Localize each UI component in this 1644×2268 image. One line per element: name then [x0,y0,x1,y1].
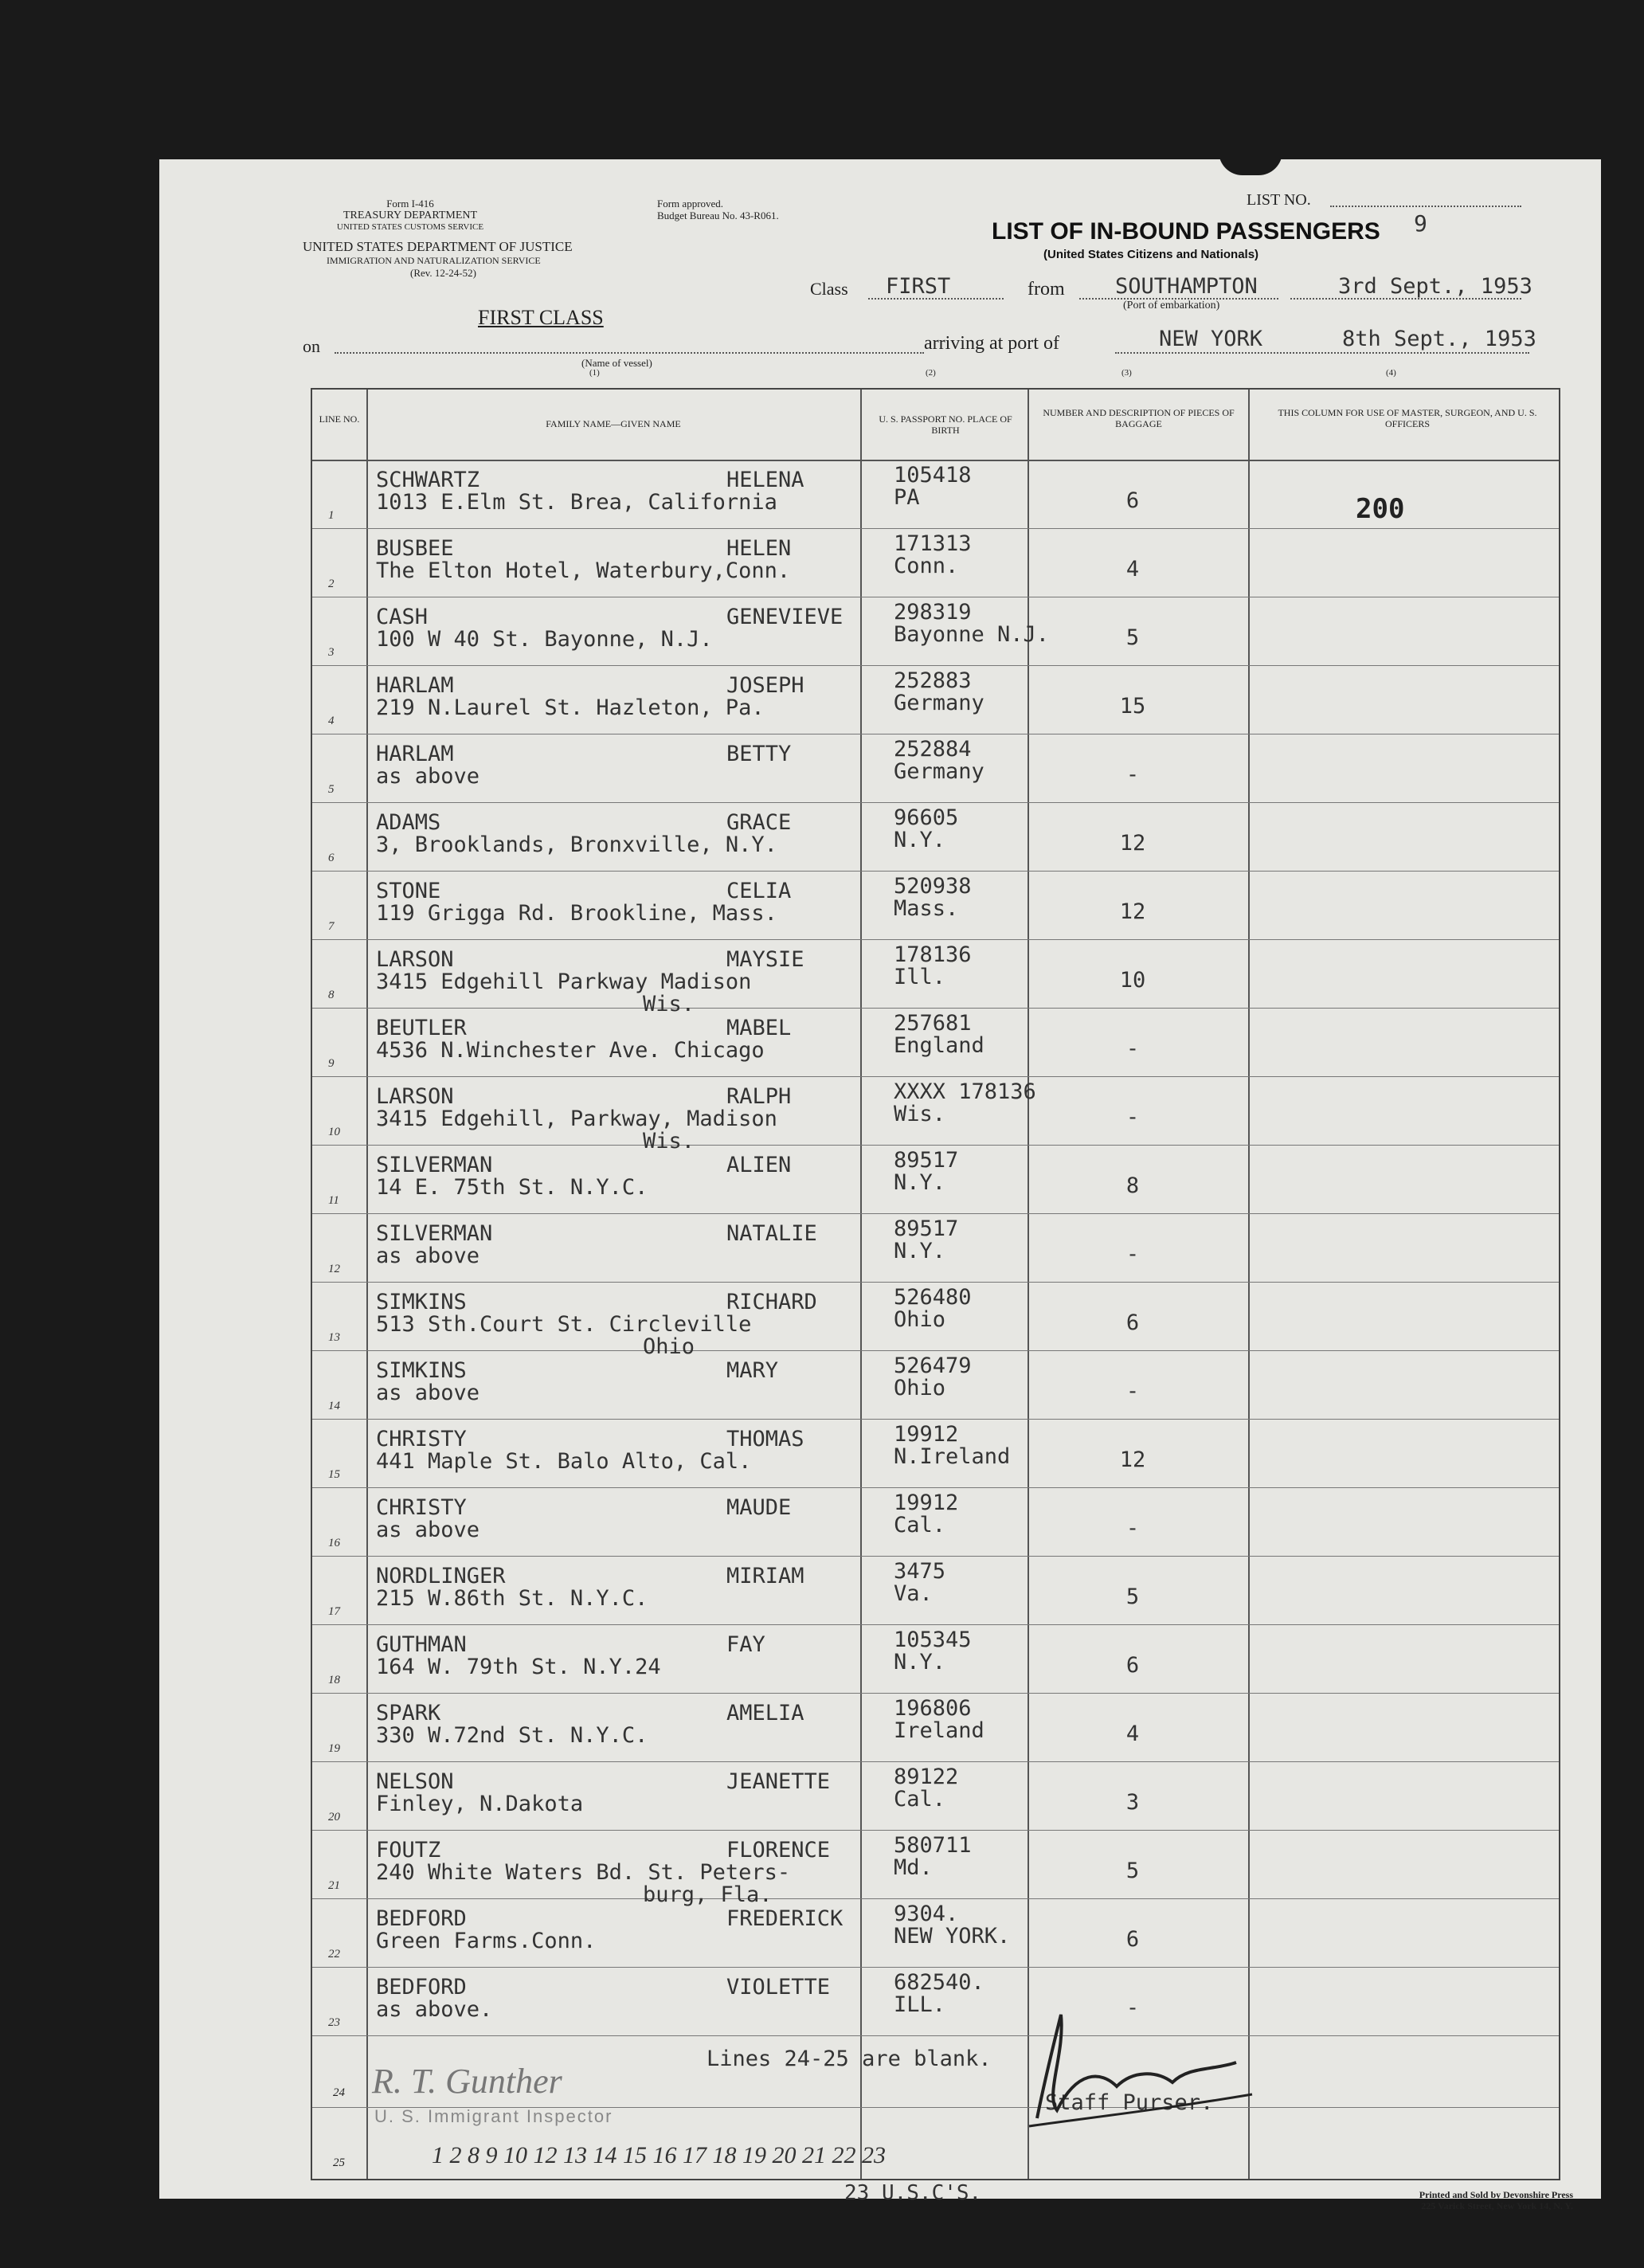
baggage-count: 10 [1119,968,1146,993]
table-row [312,1487,1559,1557]
given-name: MARY [726,1358,779,1383]
family-name: LARSON [376,947,454,972]
family-name: BEDFORD [376,1975,467,2000]
baggage-count: 15 [1119,694,1146,719]
passport-number: 171313 [894,531,972,556]
table-row [312,1556,1559,1625]
passport-number: 3475 [894,1559,946,1584]
address: 3415 Edgehill Parkway Madison [376,969,752,994]
line-number: 17 [328,1605,340,1618]
given-name: MAYSIE [726,947,804,972]
table-row [312,597,1559,666]
address-continuation: Wis. [643,1129,695,1154]
passport-number: XXXX 178136 [894,1079,1036,1104]
passport-number: 520938 [894,874,972,899]
justice-block [303,239,661,279]
place-of-birth: NEW YORK. [894,1924,1011,1949]
address: 240 White Waters Bd. St. Peters- [376,1860,791,1885]
line-number: 6 [328,852,335,864]
baggage-count: 6 [1125,1653,1140,1678]
form-revision: (Rev. 12-24-52) [410,267,476,279]
address-continuation: burg, Fla. [643,1882,773,1907]
line-number: 5 [328,783,335,796]
line-number: 1 [328,509,335,522]
table-row [312,1693,1559,1762]
family-name: LARSON [376,1084,454,1109]
passport-cell [894,464,972,509]
passport-number: 196806 [894,1696,972,1721]
address-continuation: Wis. [643,992,695,1016]
baggage-count: 3 [1125,1790,1140,1815]
table-row [312,871,1559,940]
form-header-block [303,198,518,233]
passport-cell [894,875,972,920]
place-of-birth: N.Y. [894,1650,946,1675]
vessel-label: (Name of vessel) [581,357,652,369]
line-number: 8 [328,989,335,1001]
list-no-label: LIST NO. [1247,191,1311,209]
passport-cell [894,1218,958,1263]
document-subtitle: (United States Citizens and Nationals) [1043,248,1259,261]
place-of-birth: Ohio [894,1376,946,1400]
address: 215 W.86th St. N.Y.C. [376,1586,648,1611]
line-number: 20 [328,1811,340,1823]
family-name: STONE [376,879,441,903]
family-name: NORDLINGER [376,1564,506,1588]
table-row [312,665,1559,734]
table-row [312,1145,1559,1214]
address: The Elton Hotel, Waterbury,Conn. [376,558,791,583]
passport-cell [894,1766,958,1811]
given-name: FREDERICK [726,1906,844,1931]
line-number: 7 [328,920,335,933]
table-row [312,1419,1559,1488]
line-number: 23 [328,2016,340,2029]
baggage-count: 4 [1125,1722,1140,1746]
line-number: 21 [328,1879,340,1892]
uscs-count: 23 U.S.C'S. [844,2181,982,2205]
passport-cell [894,944,972,989]
passport-number: 257681 [894,1011,972,1036]
address: 513 Sth.Court St. Circleville [376,1312,752,1337]
baggage-count: - [1125,1242,1140,1267]
baggage-count: 6 [1125,1927,1140,1952]
passport-number: 89517 [894,1216,959,1241]
printer-line-1: Printed and Sold by Devonshire Press [1419,2189,1573,2200]
passport-cell [894,670,984,715]
dept-justice-sub: IMMIGRATION AND NATURALIZATION SERVICE [327,255,541,266]
tally-handwriting: 1 2 8 9 10 12 13 14 15 16 17 18 19 20 21 22 23 [432,2142,886,2168]
line-number: 10 [328,1126,340,1138]
place-of-birth: Ohio [894,1307,946,1332]
table-row [312,1967,1559,2036]
header-passport: U. S. PASSPORT NO. PLACE OF BIRTH [879,413,1012,436]
from-label: from [1028,279,1065,300]
given-name: BETTY [726,742,792,766]
baggage-count: 12 [1119,831,1146,856]
given-name: AMELIA [726,1701,804,1725]
passport-number: 252883 [894,668,972,693]
family-name: SIMKINS [376,1290,467,1314]
table-row [312,1350,1559,1420]
class-label: Class [810,279,848,299]
line-number: 11 [328,1194,339,1207]
header-line-no: LINE NO. [319,413,360,425]
form-approved: Form approved. [657,198,724,210]
place-of-birth: ILL. [894,1992,946,2017]
line-number: 19 [328,1742,340,1755]
place-of-birth: N.Y. [894,1170,946,1195]
table-row [312,1898,1559,1968]
line-number: 3 [328,646,335,659]
address: as above [376,1244,480,1268]
place-of-birth: England [894,1033,984,1058]
given-name: HELENA [726,468,804,492]
family-name: CHRISTY [376,1427,467,1451]
table-row [312,1830,1559,1907]
passport-number: 682540. [894,1970,984,1995]
arrival-line [1115,352,1529,354]
given-name: MIRIAM [726,1564,804,1588]
document-title: LIST OF IN-BOUND PASSENGERS [992,218,1380,245]
dept-treasury: TREASURY DEPARTMENT [342,210,478,221]
budget-bureau: Budget Bureau No. 43-R061. [657,210,779,221]
place-of-birth: Bayonne N.J. [894,622,1050,647]
address: 119 Grigga Rd. Brookline, Mass. [376,901,777,926]
baggage-count: 12 [1119,1447,1146,1472]
paper-tear [1219,151,1282,175]
printer-line-2: 225 Varick Street, New York 14, N. Y. [1421,2200,1573,2211]
list-no-line [1330,206,1521,207]
passport-cell [894,1081,1036,1126]
line-number: 2 [328,578,335,590]
passport-cell [894,738,984,783]
address: 3, Brooklands, Bronxville, N.Y. [376,832,777,857]
given-name: JEANETTE [726,1769,831,1794]
depart-date: 3rd Sept., 1953 [1338,274,1532,299]
class-value: FIRST [886,274,951,299]
table-row [312,1213,1559,1283]
inspector-stamp: U. S. Immigrant Inspector [374,2106,613,2126]
address: 3415 Edgehill, Parkway, Madison [376,1107,777,1131]
baggage-count: 6 [1125,1310,1140,1335]
baggage-count: - [1125,1105,1140,1130]
table-row [312,939,1559,1016]
col-num-2: (2) [926,368,936,378]
table-row [312,528,1559,597]
col-num-4: (4) [1386,368,1396,378]
passport-cell [894,1355,972,1400]
given-name: FLORENCE [726,1838,831,1863]
place-of-birth: Ill. [894,965,946,989]
line-number: 22 [328,1948,340,1961]
embark-port: SOUTHAMPTON [1115,274,1258,299]
address: 330 W.72nd St. N.Y.C. [376,1723,648,1748]
given-name: ALIEN [726,1153,792,1177]
passport-cell [894,1492,958,1537]
baggage-count: 5 [1125,1584,1140,1609]
passport-number: 252884 [894,737,972,762]
address: as above [376,1381,480,1405]
line-number: 12 [328,1263,340,1275]
table-row [312,1008,1559,1077]
address-continuation: Ohio [643,1334,695,1359]
passport-cell [894,601,1049,646]
address: as above [376,764,480,789]
table-row [312,734,1559,803]
passport-cell [894,1835,972,1879]
family-name: CHRISTY [376,1495,467,1520]
place-of-birth: N.Y. [894,1239,946,1263]
family-name: CASH [376,605,429,629]
address: 1013 E.Elm St. Brea, California [376,490,777,515]
table-row [312,1624,1559,1694]
line-number: 15 [328,1468,340,1481]
address: 100 W 40 St. Bayonne, N.J. [376,627,713,652]
baggage-count: 12 [1119,899,1146,924]
place-of-birth: Conn. [894,554,959,578]
place-of-birth: PA [894,485,920,510]
given-name: GRACE [726,810,792,835]
place-of-birth: Germany [894,691,984,715]
given-name: THOMAS [726,1427,804,1451]
passport-number: 19912 [894,1422,959,1447]
baggage-count: 5 [1125,1859,1140,1883]
passport-number: 89122 [894,1765,959,1789]
passport-number: 89517 [894,1148,959,1173]
officer-mark: 200 [1356,493,1405,525]
place-of-birth: Cal. [894,1513,946,1537]
passport-number: 105345 [894,1628,972,1652]
baggage-count: 8 [1125,1173,1140,1198]
place-of-birth: N.Y. [894,828,946,852]
approval-block [657,198,779,221]
baggage-count: 6 [1125,488,1140,513]
passport-cell [894,1972,984,2016]
address: as above [376,1518,480,1542]
passport-number: 105418 [894,463,972,488]
dept-justice: UNITED STATES DEPARTMENT OF JUSTICE [303,239,573,254]
baggage-count: - [1125,1036,1140,1061]
address: 441 Maple St. Balo Alto, Cal. [376,1449,752,1474]
line-number: 18 [328,1674,340,1686]
arrival-date: 8th Sept., 1953 [1342,327,1536,351]
passenger-table [311,388,1560,2180]
col-num-3: (3) [1121,368,1132,378]
passport-cell [894,1629,972,1674]
passport-number: 178136 [894,942,972,967]
family-name: BEUTLER [376,1016,467,1040]
passport-cell [894,1013,984,1057]
passport-cell [894,1150,958,1194]
given-name: RICHARD [726,1290,817,1314]
baggage-count: 5 [1125,625,1140,650]
place-of-birth: N.Ireland [894,1444,1011,1469]
given-name: FAY [726,1632,765,1657]
header-baggage: NUMBER AND DESCRIPTION OF PIECES OF BAGGAGE [1043,407,1235,429]
passport-number: 96605 [894,805,959,830]
address: Finley, N.Dakota [376,1792,584,1816]
passport-number: 526479 [894,1353,972,1378]
place-of-birth: Germany [894,759,984,784]
given-name: RALPH [726,1084,792,1109]
passport-cell [894,1287,972,1331]
family-name: ADAMS [376,810,441,835]
passport-number: 298319 [894,600,972,625]
line-25-number: 25 [333,2156,345,2169]
dept-treasury-sub: UNITED STATES CUSTOMS SERVICE [336,222,484,232]
header-officers: THIS COLUMN FOR USE OF MASTER, SURGEON, AND U. S. OFFICERS [1278,407,1537,429]
line-number: 14 [328,1400,340,1412]
table-row [312,1076,1559,1154]
col-num-1: (1) [589,368,600,378]
family-name: SILVERMAN [376,1153,493,1177]
baggage-count: - [1125,1379,1140,1404]
passport-cell [894,1424,1010,1468]
inspector-signature: R. T. Gunther [372,2062,562,2101]
embark-label: (Port of embarkation) [1123,300,1220,311]
place-of-birth: Cal. [894,1787,946,1812]
passport-cell [894,533,972,578]
given-name: JOSEPH [726,673,804,698]
family-name: SPARK [376,1701,441,1725]
family-name: HARLAM [376,673,454,698]
family-name: HARLAM [376,742,454,766]
family-name: BEDFORD [376,1906,467,1931]
given-name: NATALIE [726,1221,817,1246]
line-number: 4 [328,715,335,727]
baggage-count: - [1125,762,1140,787]
passport-cell [894,807,958,852]
place-of-birth: Ireland [894,1718,984,1743]
blank-lines-note: Lines 24-25 are blank. [707,2047,992,2071]
place-of-birth: Md. [894,1855,933,1880]
baggage-count: - [1125,1996,1140,2020]
address: as above. [376,1997,493,2022]
family-name: SCHWARTZ [376,468,480,492]
baggage-count: 4 [1125,557,1140,582]
arriving-label: arriving at port of [924,333,1059,354]
family-name: SILVERMAN [376,1221,493,1246]
baggage-count: - [1125,1516,1140,1541]
passport-cell [894,1561,945,1605]
address: Green Farms.Conn. [376,1929,597,1953]
given-name: MAUDE [726,1495,792,1520]
table-row [312,1761,1559,1831]
given-name: VIOLETTE [726,1975,831,2000]
given-name: MABEL [726,1016,792,1040]
passport-number: 526480 [894,1285,972,1310]
passport-number: 9304. [894,1902,959,1926]
arrival-port: NEW YORK [1159,327,1263,351]
address: 164 W. 79th St. N.Y.24 [376,1655,661,1679]
address: 219 N.Laurel St. Hazleton, Pa. [376,695,765,720]
table-row [312,802,1559,872]
passport-number: 580711 [894,1833,972,1858]
given-name: HELEN [726,536,792,561]
passport-cell [894,1698,984,1742]
passport-cell [894,1903,1010,1948]
given-name: CELIA [726,879,792,903]
place-of-birth: Wis. [894,1102,946,1126]
table-row [312,1282,1559,1359]
staff-purser-label: Staff Purser. [1045,2090,1214,2115]
passport-number: 19912 [894,1490,959,1515]
list-number: 9 [1414,210,1427,237]
vessel-name: FIRST CLASS [478,306,604,329]
family-name: NELSON [376,1769,454,1794]
vessel-line [335,352,924,354]
place-of-birth: Mass. [894,896,959,921]
line-number: 13 [328,1331,340,1344]
address: 14 E. 75th St. N.Y.C. [376,1175,648,1200]
on-label: on [303,336,320,356]
line-24-number: 24 [333,2086,345,2099]
form-number: Form I-416 [386,198,434,210]
table-row [312,460,1559,529]
line-number: 9 [328,1057,335,1070]
line-number: 16 [328,1537,340,1549]
address: 4536 N.Winchester Ave. Chicago [376,1038,765,1063]
passenger-list-document [159,159,1601,2211]
purser-signature [1013,1999,1268,2134]
family-name: SIMKINS [376,1358,467,1383]
place-of-birth: Va. [894,1581,933,1606]
family-name: FOUTZ [376,1838,441,1863]
given-name: GENEVIEVE [726,605,844,629]
family-name: BUSBEE [376,536,454,561]
header-name: FAMILY NAME—GIVEN NAME [546,418,681,429]
family-name: GUTHMAN [376,1632,467,1657]
